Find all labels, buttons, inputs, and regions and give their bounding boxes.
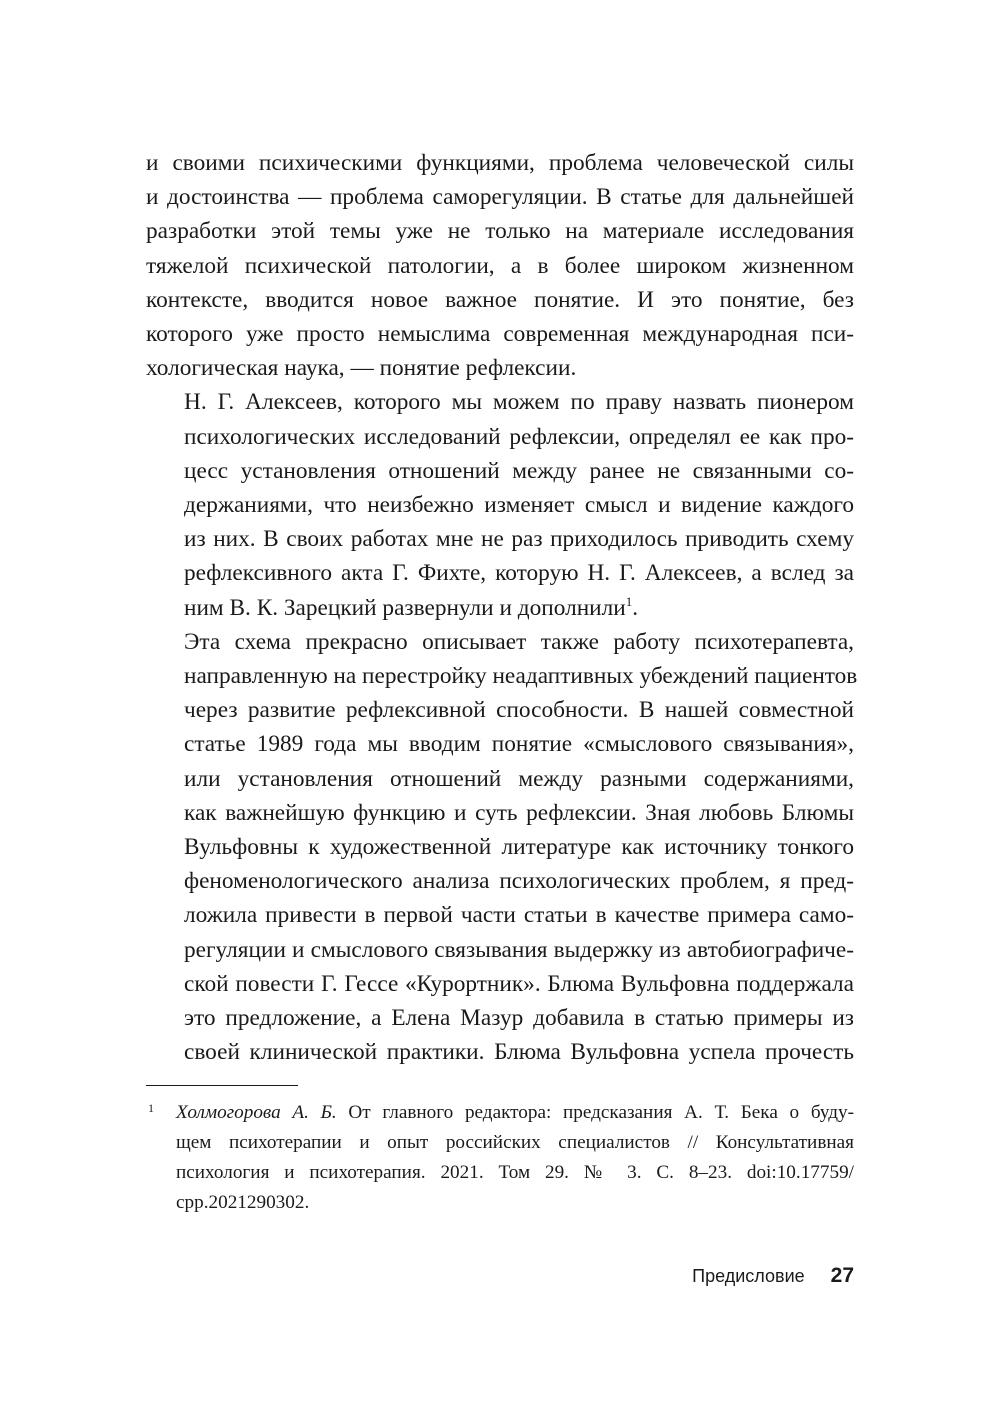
text-line: цесс установления отношений между ранее не связанными со-	[184, 457, 854, 484]
text-punct: .	[632, 594, 639, 621]
text-line-content: ним В. К. Зарецкий развернули и дополнили	[184, 594, 626, 621]
text-line: или установления отношений между разными содержаниями,	[184, 765, 854, 792]
paragraph-3	[146, 625, 858, 1070]
main-text	[146, 146, 858, 1069]
footnote-line: cpp.2021290302.	[176, 1192, 310, 1213]
footnote-reference[interactable]: 1	[625, 593, 633, 609]
text-line: через развитие рефлексивной способности. В нашей совместной	[184, 697, 854, 724]
footnote-line: психология и психотерапия. 2021. Том 29. № 3. С. 8–23. doi:10.17759/	[176, 1162, 854, 1183]
text-line: держаниями, что неизбежно изменяет смысл и видение каждого	[184, 492, 854, 519]
text-line: рефлексивного акта Г. Фихте, которую Н. Г. Алексеев, а вслед за	[184, 560, 854, 587]
text-line: и своими психическими функциями, проблема человеческой силы	[146, 150, 854, 176]
text-line: ложила привести в первой части статьи в качестве примера само-	[184, 902, 854, 929]
footnote-line	[176, 1098, 854, 1128]
text-line: статье 1989 года мы вводим понятие «смыслового связывания»,	[184, 731, 854, 758]
text-line: направленную на перестройку неадаптивных убеждений пациентов	[184, 663, 858, 690]
text-line: хологическая наука, — понятие рефлексии.	[146, 355, 577, 382]
footnote-line: щем психотерапии и опыт российских специалистов // Консультативная	[176, 1132, 854, 1153]
text-line: как важнейшую функцию и суть рефлексии. Зная любовь Блюмы	[184, 799, 854, 826]
text-line: контексте, вводится новое важное понятие. И это понятие, без	[146, 286, 854, 313]
footnote-line-text: От главного редактора: предсказания А. Т. Бека о буду-	[336, 1102, 854, 1123]
text-line: Эта схема прекрасно описывает также работу психотерапевта,	[184, 628, 854, 655]
footnote-number: 1	[148, 1101, 154, 1115]
footnote-separator	[146, 1085, 298, 1086]
footnote	[146, 1098, 854, 1218]
text-line: Н. Г. Алексеев, которого мы можем по праву назвать пионером	[184, 389, 854, 416]
footnote-body	[176, 1098, 854, 1218]
text-line: Вульфовны к художественной литературе как источнику тонкого	[184, 834, 854, 861]
section-title: Предисловие	[692, 1266, 805, 1286]
text-line: тяжелой психической патологии, а в более широком жизненном	[146, 252, 854, 279]
text-line: регуляции и смыслового связывания выдержку из автобиографиче-	[184, 936, 854, 963]
text-line: феноменологического анализа психологических проблем, я пред-	[184, 868, 854, 895]
text-line: психологических исследований рефлексии, определял ее как про-	[184, 423, 854, 450]
text-line: своей клинической практики. Блюма Вульфовна успела прочесть	[184, 1039, 854, 1066]
footnote-author: Холмогорова А. Б.	[176, 1102, 337, 1123]
text-line: из них. В своих работах мне не раз приходилось приводить схему	[184, 526, 854, 553]
text-line: разработки этой темы уже не только на материале исследования	[146, 218, 854, 245]
text-line: ской повести Г. Гессе «Курортник». Блюма Вульфовна поддержала	[184, 970, 854, 997]
paragraph-1	[146, 146, 854, 385]
text-line	[146, 591, 854, 625]
page-number: 27	[830, 1264, 854, 1287]
paragraph-2	[146, 385, 854, 624]
text-line: которого уже просто немыслима современная международная пси-	[146, 321, 854, 348]
text-line: это предложение, а Елена Мазур добавила в статью примеры из	[184, 1005, 854, 1032]
running-footer	[692, 1264, 854, 1288]
text-line: и достоинства — проблема саморегуляции. В статье для дальнейшей	[146, 184, 854, 211]
